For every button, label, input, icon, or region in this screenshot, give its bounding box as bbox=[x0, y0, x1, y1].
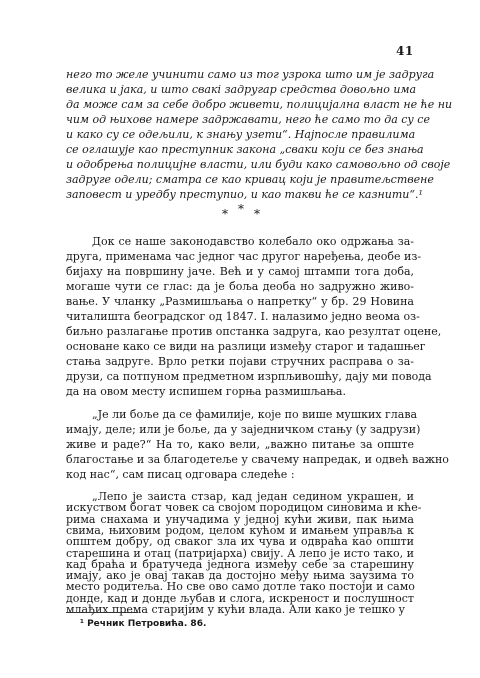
text-line: и како су се одељили, к знању узети“. Најпосле правилима bbox=[66, 128, 416, 141]
text-line: друзи, са потпуном предметном изрпљивошћу, дају ми повода bbox=[66, 370, 432, 383]
text-line: старешина и отац (патријарха) свију. А лепо је исто тако, и bbox=[66, 546, 414, 560]
footnote-divider bbox=[66, 612, 138, 613]
text-line: имају, деле; или је боље, да у заједничком стању (у задрузи) bbox=[66, 423, 421, 436]
text-line: рима снахама и унучадима у једној кући живи, пак њима bbox=[66, 512, 414, 526]
text-line: друга, применама час једног час другог наређења, деобе из- bbox=[66, 250, 422, 263]
text-line: вање. У чланку „Размишљања о напретку“ у бр. 29 Новина bbox=[66, 295, 414, 308]
text-line: могаше чути се глас: да је боља деоба но задружно живо- bbox=[66, 280, 414, 293]
asterism: * bbox=[254, 207, 260, 221]
text-line: него то желе учинити само из тог узрока што им је задруга bbox=[66, 68, 435, 81]
text-line: и одобрења полицијне власти, или буди како самовољно од своје bbox=[66, 158, 451, 171]
text-line: „Лепо је заиста стзар, кад један седином украшен, и bbox=[92, 490, 414, 503]
text-line: кад браћа и братучеда једнога између себе за старешину bbox=[66, 557, 414, 571]
asterism: * bbox=[238, 202, 244, 216]
text-line: биљно разлагање против опстанка задруга, као резултат оцене, bbox=[66, 325, 442, 338]
text-line: основане како се види на разлици између старог и тадашњег bbox=[66, 340, 426, 353]
text-line: живе и раде?“ На то, како вели, „важно питање за опште bbox=[66, 438, 414, 451]
text-line: имају, ако је овај такав да достојно међу њима заузима то bbox=[66, 569, 414, 583]
text-line: Док се наше законодавство колебало око одржања за- bbox=[92, 235, 414, 248]
text-line: благостање и за благодетеље у свачему напредак, и одвећ важно bbox=[66, 453, 449, 466]
text-line: донде, кад и донде љубав и слога, искреност и послушност bbox=[66, 591, 414, 605]
asterism: * bbox=[222, 207, 228, 221]
text-line: да на овом месту испишем горња размишљања. bbox=[66, 385, 346, 398]
text-line: велика и јака, и што свакi задругар средства довољно има bbox=[66, 83, 417, 96]
text-line: бијаху на површину јаче. Већ и у самој штампи тога доба, bbox=[66, 265, 414, 278]
text-line: искуством богат човек са својом породицом синовима и кће- bbox=[66, 501, 422, 515]
text-line: свима, њиховим родом, целом кућом и имањем управља к bbox=[66, 523, 414, 537]
page-number: 41 bbox=[396, 44, 414, 58]
text-line: „Је ли боље да се фамилије, које по више мушких глава bbox=[92, 408, 418, 421]
text-line: стања задруге. Врло ретки појави стручних расправа о за- bbox=[66, 355, 414, 368]
text-line: заповест и уредбу преступио, и као такви ће се казнити“.¹ bbox=[66, 188, 423, 201]
footnote: ¹ Речник Петровића. 86. bbox=[80, 619, 207, 629]
text-line: општем добру, од сваког зла их чува и одвраћа као општи bbox=[66, 535, 414, 549]
section-divider-asterisms bbox=[0, 202, 480, 227]
text-line: задруге одели; сматра се као кривац који је правитељствене bbox=[66, 173, 434, 186]
text-line: млађих према старијим у кући влада. Али како је тешко у bbox=[66, 603, 406, 616]
text-line: место родитеља. Но све ово само дотле тако постоји и само bbox=[66, 580, 415, 594]
text-line: се оглашује као преступник закона „сваки који се без знања bbox=[66, 143, 424, 156]
text-line: читалишта београдског од 1847. I. налазимо једно веома оз- bbox=[66, 310, 420, 323]
text-line: да може сам за себе добро живети, полицијална власт не ће ни bbox=[66, 98, 453, 111]
text-line: код нас“, сам писац одговара следеће : bbox=[66, 468, 295, 481]
text-line: чим од њихове намере задржавати, него ће само то да су се bbox=[66, 113, 430, 126]
